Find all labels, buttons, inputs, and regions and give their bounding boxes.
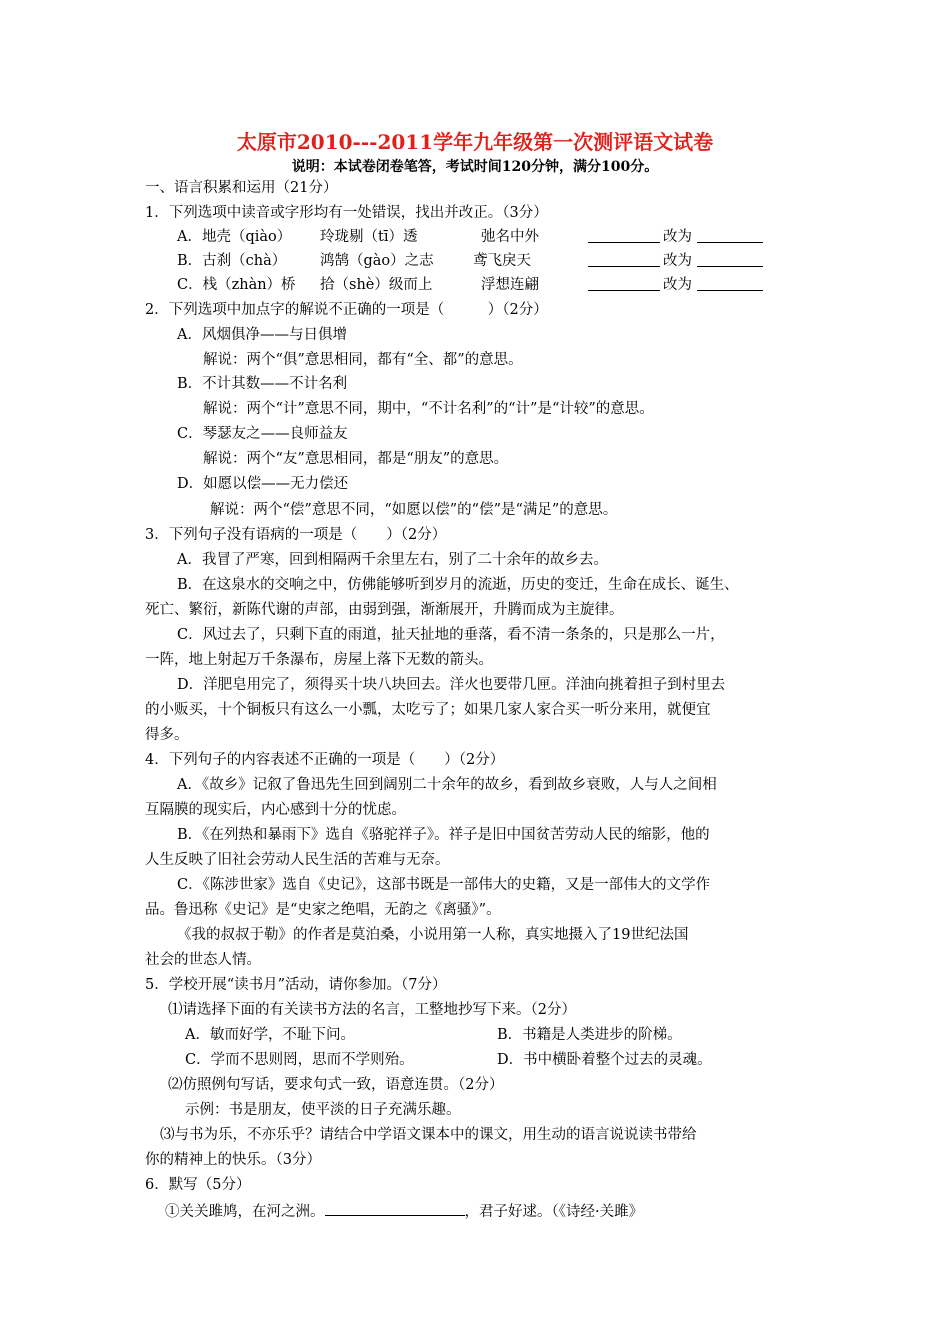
q2-option-c: C．琴瑟友之——良师益友 [177,426,348,442]
q3-option-d-line1: D．洋肥皂用完了，须得买十块八块回去。洋火也要带几匣。洋油向挑着担子到村里去 [177,677,726,693]
q2-stem: 2．下列选项中加点字的解说不正确的一项是（ ）（2分） [145,302,548,318]
answer-blank[interactable] [325,1200,465,1216]
q3-option-c-line2: 一阵，地上射起万千条瀑布，房屋上落下无数的箭头。 [145,652,493,668]
q1-change-label: 改为 [663,229,692,245]
q2-option-a-explanation: 解说：两个“俱”意思相同，都有“全、都”的意思。 [203,352,523,368]
q4-option-b-line2: 人生反映了旧社会劳动人民生活的苦难与无奈。 [145,852,450,868]
q5-stem: 5．学校开展“读书月”活动，请你参加。（7分） [145,977,447,993]
q2-option-b-explanation: 解说：两个“计”意思不同，期中，“不计名利”的“计”是“计较”的意思。 [203,401,654,417]
q3-option-d-line2: 的小贩买，十个铜板只有这么一小瓢，太吃亏了；如果几家人家合买一听分来用，就便宜 [145,702,711,718]
answer-blank[interactable] [588,227,660,243]
q1-a-item2: 玲珑剔（tī）透 [320,229,418,245]
exam-title: 太原市2010---2011学年九年级第一次测评语文试卷 [236,130,714,154]
q5-example: 示例：书是朋友，使平淡的日子充满乐趣。 [185,1102,461,1118]
q2-option-d-explanation: 解说：两个“偿”意思不同，“如愿以偿”的“偿”是“满足”的意思。 [210,502,618,518]
exam-instructions: 说明：本试卷闭卷笔答，考试时间120分钟，满分100分。 [291,159,659,175]
q6-item1-after: ，君子好逑。（《诗经·关雎》 [464,1204,644,1220]
q4-option-a-line1: A．《故乡》记叙了鲁迅先生回到阔别二十余年的故乡，看到故乡衰败，人与人之间相 [177,777,717,793]
q4-option-d-line2: 社会的世态人情。 [145,952,261,968]
q5-part3-line1: ⑶与书为乐，不亦乐乎？请结合中学语文课本中的课文，用生动的语言说说读书带给 [160,1127,697,1143]
q5-option-b: B．书籍是人类进步的阶梯。 [497,1027,682,1043]
q4-option-c-line2: 品。鲁迅称《史记》是“史家之绝唱，无韵之《离骚》”。 [145,902,501,918]
q4-option-d-line1: 《我的叔叔于勒》的作者是莫泊桑，小说用第一人称，真实地摄入了19世纪法国 [177,927,689,943]
q1-c-item2: 拾（shè）级而上 [320,277,433,293]
q4-option-b-line1: B．《在列热和暴雨下》选自《骆驼祥子》。祥子是旧中国贫苦劳动人民的缩影，他的 [177,827,710,843]
q1-change-label: 改为 [663,253,692,269]
q5-option-c: C．学而不思则罔，思而不学则殆。 [185,1052,414,1068]
q5-option-d: D．书中横卧着整个过去的灵魂。 [497,1052,712,1068]
q1-b-item1: B．古刹（chà） [177,253,287,269]
q1-b-item2: 鸿鹄（gào）之志 [320,253,434,269]
q3-option-b-line1: B．在这泉水的交响之中，仿佛能够听到岁月的流逝，历史的变迁，生命在成长、诞生、 [177,577,739,593]
q2-option-c-explanation: 解说：两个“友”意思相同，都是“朋友”的意思。 [203,451,509,467]
q5-option-a: A．敏而好学，不耻下问。 [185,1027,355,1043]
answer-blank[interactable] [697,251,763,267]
answer-blank[interactable] [588,275,660,291]
q6-item1 [165,1200,643,1222]
q2-option-a: A．风烟俱净——与日俱增 [177,327,347,343]
q1-change-label: 改为 [663,277,692,293]
q3-option-d-line3: 得多。 [145,727,189,743]
section-heading: 一、语言积累和运用（21分） [145,180,338,196]
q3-stem: 3．下列句子没有语病的一项是（ ）（2分） [145,527,447,543]
q5-part3-line2: 你的精神上的快乐。（3分） [145,1152,321,1168]
q1-c-item1: C．栈（zhàn）桥 [177,277,296,293]
q6-stem: 6．默写（5分） [145,1177,251,1193]
q5-part2: ⑵仿照例句写话，要求句式一致，语意连贯。（2分） [168,1077,504,1093]
q1-b-item3: 鸢飞戾天 [473,253,531,269]
q4-option-c-line1: C．《陈涉世家》选自《史记》，这部书既是一部伟大的史籍，又是一部伟大的文学作 [177,877,711,893]
q1-c-item3: 浮想连翩 [481,277,539,293]
q1-a-item3: 弛名中外 [481,229,539,245]
q6-item1-before: ①关关雎鸠，在河之洲。 [165,1204,325,1220]
answer-blank[interactable] [697,275,763,291]
q2-option-d: D．如愿以偿——无力偿还 [177,476,349,492]
q3-option-c-line1: C．风过去了，只剩下直的雨道，扯天扯地的垂落，看不清一条条的，只是那么一片， [177,627,725,643]
answer-blank[interactable] [588,251,660,267]
q1-stem: 1．下列选项中读音或字形均有一处错误，找出并改正。（3分） [145,205,548,221]
q4-option-a-line2: 互隔膜的现实后，内心感到十分的忧虑。 [145,802,406,818]
q3-option-b-line2: 死亡、繁衍，新陈代谢的声部，由弱到强，渐渐展开，升腾而成为主旋律。 [145,602,624,618]
answer-blank[interactable] [697,227,763,243]
q1-a-item1: A．地壳（qiào） [177,229,292,245]
q5-part1: ⑴请选择下面的有关读书方法的名言，工整地抄写下来。（2分） [168,1002,576,1018]
q2-option-b: B．不计其数——不计名利 [177,376,348,392]
q4-stem: 4．下列句子的内容表述不正确的一项是（ ）（2分） [145,752,505,768]
q3-option-a: A．我冒了严寒，回到相隔两千余里左右，别了二十余年的故乡去。 [177,552,608,568]
